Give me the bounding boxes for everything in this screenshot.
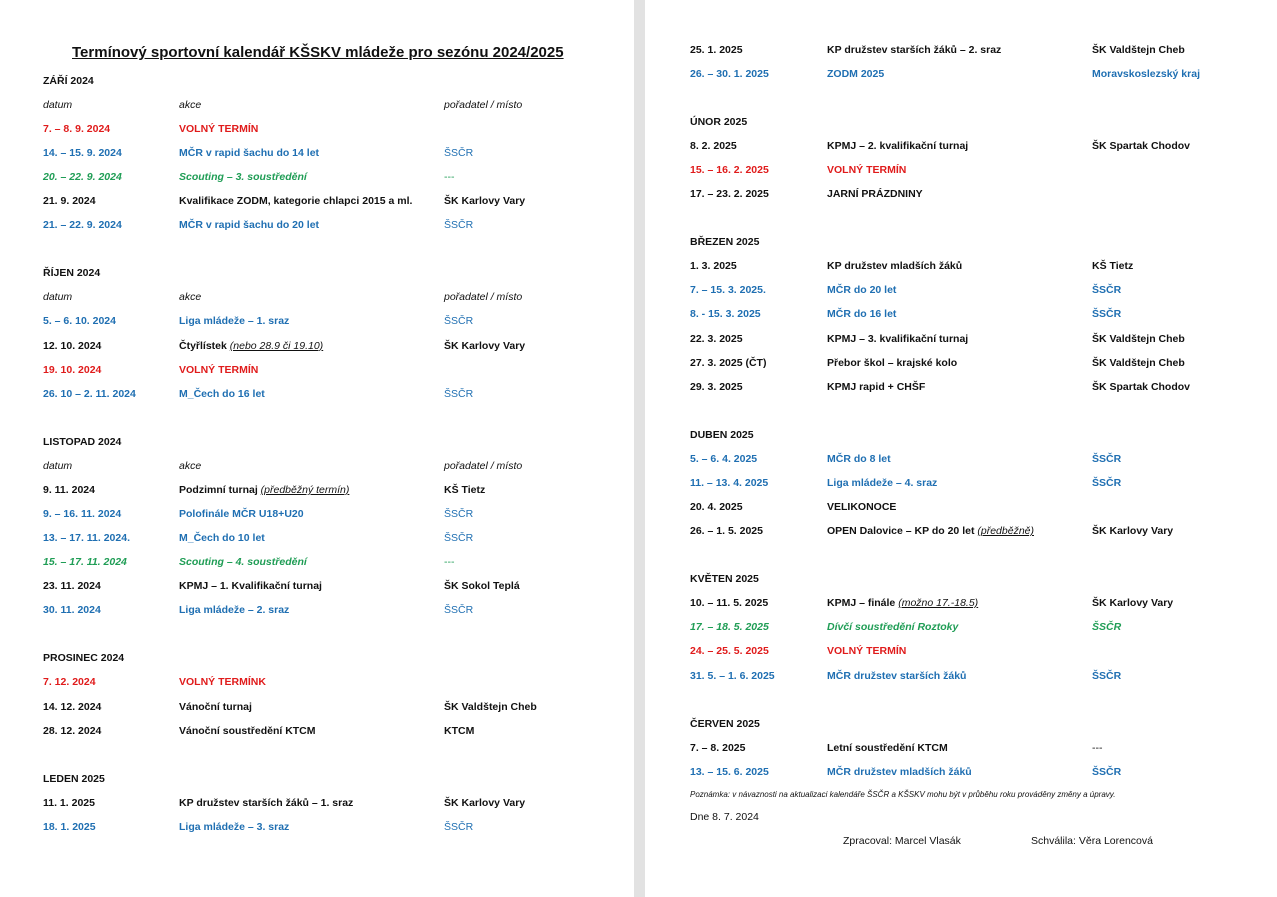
row-organizer: ŠK Karlovy Vary (444, 195, 526, 207)
row-date: 28. 12. 2024 (43, 725, 102, 737)
row-event: MČR do 20 let (827, 284, 897, 296)
row-organizer: ŠK Valdštejn Cheb (444, 701, 537, 713)
row-date: 7. – 15. 3. 2025. (690, 284, 766, 296)
row-organizer: ŠSČR (444, 315, 474, 327)
header-date: datum (43, 291, 73, 303)
row-event: OPEN Dalovice – KP do 20 let (předběžně) (827, 525, 1034, 537)
row-organizer: ŠK Karlovy Vary (1092, 525, 1174, 537)
row-date: 7. – 8. 9. 2024 (43, 123, 111, 135)
row-organizer: ŠSČR (444, 147, 474, 159)
header-event: akce (179, 460, 202, 472)
row-organizer: ŠK Spartak Chodov (1092, 381, 1191, 393)
page-right (645, 0, 1277, 897)
row-organizer: ŠK Valdštejn Cheb (1092, 333, 1185, 345)
row-event: MČR do 16 let (827, 308, 897, 320)
row-date: 11. – 13. 4. 2025 (690, 477, 769, 489)
row-event: VOLNÝ TERMÍN (827, 164, 907, 176)
row-date: 25. 1. 2025 (690, 44, 743, 56)
page-gutter (634, 0, 645, 897)
row-organizer: ŠSČR (1092, 453, 1122, 465)
header-date: datum (43, 99, 73, 111)
row-event: VOLNÝ TERMÍN (827, 645, 907, 657)
document-title: Termínový sportovní kalendář KŠSKV mládeže pro sezónu 2024/2025 (72, 44, 564, 61)
row-event: Polofinále MČR U18+U20 (179, 508, 304, 520)
month-heading: DUBEN 2025 (690, 429, 754, 441)
row-organizer: ŠK Karlovy Vary (444, 797, 526, 809)
row-organizer: ŠSČR (444, 604, 474, 616)
row-event: Podzimní turnaj (předběžný termín) (179, 484, 350, 496)
row-organizer: ŠSČR (1092, 766, 1122, 778)
row-event: Dívčí soustředění Roztoky (827, 621, 959, 633)
row-event: KPMJ – finále (možno 17.-18.5) (827, 597, 979, 609)
month-heading: BŘEZEN 2025 (690, 236, 760, 248)
row-date: 15. – 16. 2. 2025 (690, 164, 769, 176)
row-organizer: ŠSČR (1092, 670, 1122, 682)
row-date: 26. – 30. 1. 2025 (690, 68, 769, 80)
header-organizer: pořadatel / místo (444, 99, 523, 111)
row-event: Scouting – 3. soustředění (179, 171, 307, 183)
row-date: 27. 3. 2025 (ČT) (690, 357, 767, 369)
row-date: 26. – 1. 5. 2025 (690, 525, 763, 537)
row-organizer: ŠK Valdštejn Cheb (1092, 44, 1185, 56)
row-event: M_Čech do 10 let (179, 532, 265, 544)
row-date: 30. 11. 2024 (43, 604, 101, 616)
header-event: akce (179, 99, 202, 111)
row-organizer: ŠK Spartak Chodov (1092, 140, 1191, 152)
row-date: 31. 5. – 1. 6. 2025 (690, 670, 775, 682)
row-date: 7. 12. 2024 (43, 676, 96, 688)
row-organizer: ŠSČR (1092, 284, 1122, 296)
row-event: MČR v rapid šachu do 20 let (179, 219, 320, 231)
row-date: 14. 12. 2024 (43, 701, 102, 713)
row-event: KPMJ rapid + CHŠF (827, 381, 926, 393)
header-organizer: pořadatel / místo (444, 460, 523, 472)
month-heading: ZÁŘÍ 2024 (43, 75, 94, 87)
row-date: 8. - 15. 3. 2025 (690, 308, 761, 320)
row-event: Scouting – 4. soustředění (179, 556, 307, 568)
row-event: Kvalifikace ZODM, kategorie chlapci 2015 a ml. (179, 195, 413, 207)
header-date: datum (43, 460, 73, 472)
row-date: 19. 10. 2024 (43, 364, 102, 376)
row-organizer: ŠK Sokol Teplá (444, 580, 520, 592)
row-event: Liga mládeže – 4. sraz (827, 477, 938, 489)
row-event: JARNÍ PRÁZDNINY (827, 188, 923, 200)
row-organizer: --- (1092, 742, 1103, 754)
row-event: Liga mládeže – 3. sraz (179, 821, 290, 833)
row-event: KP družstev starších žáků – 2. sraz (827, 44, 1002, 56)
row-organizer: ŠSČR (444, 532, 474, 544)
row-event: VOLNÝ TERMÍN (179, 123, 259, 135)
row-date: 29. 3. 2025 (690, 381, 743, 393)
row-event: Liga mládeže – 2. sraz (179, 604, 290, 616)
row-date: 24. – 25. 5. 2025 (690, 645, 769, 657)
date-line: Dne 8. 7. 2024 (690, 811, 759, 823)
header-organizer: pořadatel / místo (444, 291, 523, 303)
row-date: 20. 4. 2025 (690, 501, 743, 513)
row-event: MČR do 8 let (827, 453, 891, 465)
row-event: Letní soustředění KTCM (827, 742, 948, 754)
row-organizer: ŠSČR (1092, 308, 1122, 320)
row-date: 9. 11. 2024 (43, 484, 95, 496)
row-organizer: ŠSČR (1092, 621, 1122, 633)
row-event: KPMJ – 2. kvalifikační turnaj (827, 140, 969, 152)
row-date: 12. 10. 2024 (43, 340, 102, 352)
row-event: Vánoční turnaj (179, 701, 252, 713)
row-date: 14. – 15. 9. 2024 (43, 147, 122, 159)
row-event: KPMJ – 3. kvalifikační turnaj (827, 333, 969, 345)
header-event: akce (179, 291, 202, 303)
row-date: 21. 9. 2024 (43, 195, 96, 207)
prepared-by: Zpracoval: Marcel Vlasák (843, 835, 961, 847)
row-date: 21. – 22. 9. 2024 (43, 219, 122, 231)
row-date: 26. 10 – 2. 11. 2024 (43, 388, 136, 400)
row-event: MČR v rapid šachu do 14 let (179, 147, 320, 159)
row-date: 8. 2. 2025 (690, 140, 737, 152)
row-event: KP družstev starších žáků – 1. sraz (179, 797, 354, 809)
row-event: MČR družstev starších žáků (827, 670, 967, 682)
row-event: VELIKONOCE (827, 501, 897, 513)
month-heading: ČERVEN 2025 (690, 718, 760, 730)
row-date: 11. 1. 2025 (43, 797, 95, 809)
row-organizer: ŠSČR (444, 388, 474, 400)
row-organizer: KŠ Tietz (1092, 260, 1134, 272)
row-date: 23. 11. 2024 (43, 580, 101, 592)
row-organizer: ŠK Valdštejn Cheb (1092, 357, 1185, 369)
row-event: Čtyřlístek (nebo 28.9 či 19.10) (179, 340, 324, 352)
month-heading: LISTOPAD 2024 (43, 436, 122, 448)
row-organizer: Moravskoslezský kraj (1092, 68, 1200, 80)
row-event: ZODM 2025 (827, 68, 885, 80)
row-event: KP družstev mladších žáků (827, 260, 963, 272)
row-date: 10. – 11. 5. 2025 (690, 597, 769, 609)
row-organizer: --- (444, 556, 455, 568)
row-date: 1. 3. 2025 (690, 260, 737, 272)
row-date: 18. 1. 2025 (43, 821, 96, 833)
month-heading: LEDEN 2025 (43, 773, 105, 785)
row-date: 13. – 17. 11. 2024. (43, 532, 130, 544)
row-event: VOLNÝ TERMÍN (179, 364, 259, 376)
row-organizer: KŠ Tietz (444, 484, 486, 496)
row-organizer: ŠSČR (1092, 477, 1122, 489)
row-date: 20. – 22. 9. 2024 (43, 171, 122, 183)
page-left (0, 0, 634, 897)
row-event: VOLNÝ TERMÍNK (179, 676, 266, 688)
row-event: Přebor škol – krajské kolo (827, 357, 958, 369)
row-event: KPMJ – 1. Kvalifikační turnaj (179, 580, 322, 592)
month-heading: KVĚTEN 2025 (690, 573, 759, 585)
approved-by: Schválila: Věra Lorencová (1031, 835, 1153, 847)
row-date: 15. – 17. 11. 2024 (43, 556, 127, 568)
row-organizer: KTCM (444, 725, 475, 737)
row-event: M_Čech do 16 let (179, 388, 265, 400)
row-event: MČR družstev mladších žáků (827, 766, 972, 778)
row-organizer: ŠK Karlovy Vary (1092, 597, 1174, 609)
row-date: 5. – 6. 10. 2024 (43, 315, 116, 327)
row-date: 17. – 23. 2. 2025 (690, 188, 769, 200)
month-heading: PROSINEC 2024 (43, 652, 125, 664)
row-date: 17. – 18. 5. 2025 (690, 621, 769, 633)
month-heading: ŘÍJEN 2024 (43, 267, 101, 279)
row-event: Liga mládeže – 1. sraz (179, 315, 290, 327)
row-date: 9. – 16. 11. 2024 (43, 508, 122, 520)
footnote: Poznámka: v návaznosti na aktualizaci kalendáře ŠSČR a KŠSKV mohu být v průběhu roku prováděny změny a úpravy. (690, 790, 1116, 799)
row-organizer: ŠK Karlovy Vary (444, 340, 526, 352)
row-date: 22. 3. 2025 (690, 333, 743, 345)
row-organizer: ŠSČR (444, 821, 474, 833)
month-heading: ÚNOR 2025 (690, 116, 748, 128)
row-date: 13. – 15. 6. 2025 (690, 766, 769, 778)
row-date: 7. – 8. 2025 (690, 742, 746, 754)
row-event: Vánoční soustředění KTCM (179, 725, 316, 737)
row-date: 5. – 6. 4. 2025 (690, 453, 758, 465)
row-organizer: ŠSČR (444, 508, 474, 520)
row-organizer: ŠSČR (444, 219, 474, 231)
row-organizer: --- (444, 171, 455, 183)
